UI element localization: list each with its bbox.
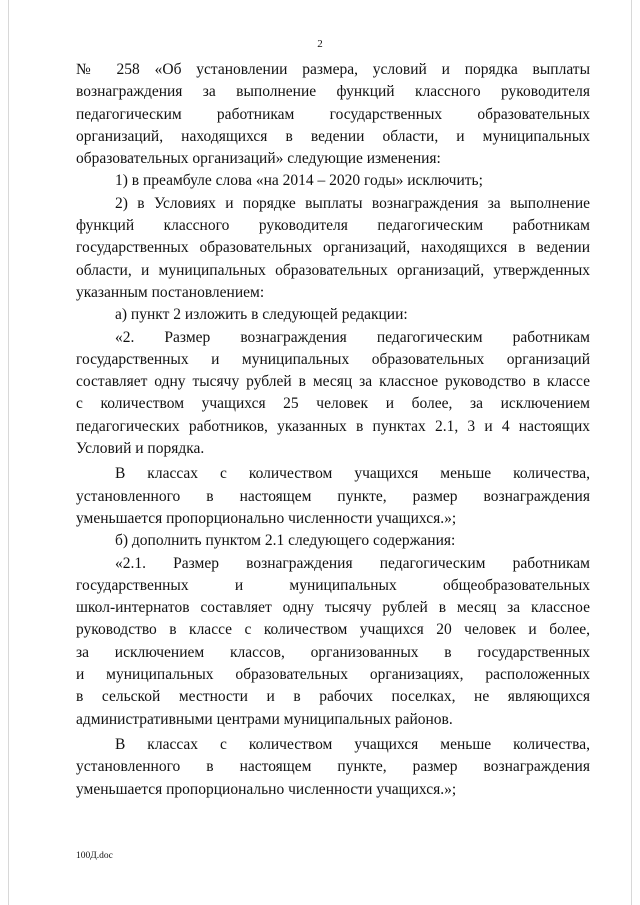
- text-line: установленного в настоящем пункте, размер вознаграждения: [76, 758, 590, 776]
- scan-edge-right: [631, 0, 632, 905]
- text-line: «2. Размер вознаграждения педагогическим работникам: [115, 328, 590, 346]
- text-line: в сельской местности и в рабочих поселках, не являющихся: [76, 688, 590, 706]
- text-line: за исключением классов, организованных в государственных: [76, 643, 590, 661]
- document-body: [76, 59, 590, 801]
- text-line: «2.1. Размер вознаграждения педагогическим работникам: [115, 554, 590, 572]
- text-line: составляет одну тысячу рублей в месяц за классное руководство в классе: [76, 373, 590, 391]
- text-line: образовательных организаций» следующие изменения:: [76, 150, 441, 168]
- text-line: вознаграждения за выполнение функций классного руководителя: [76, 83, 590, 101]
- text-line: административными центрами муниципальных районов.: [76, 710, 453, 728]
- file-name-footer: 100Д.doc: [76, 851, 113, 861]
- text-line: педагогических работников, указанных в пунктах 2.1, 3 и 4 настоящих: [76, 417, 590, 435]
- text-line: указанным постановлением:: [76, 283, 265, 301]
- text-line: области, и муниципальных образовательных организаций, утвержденных: [76, 261, 590, 279]
- text-line: № 258 «Об установлении размера, условий и порядка выплаты: [76, 61, 590, 78]
- page-number: 2: [317, 38, 323, 50]
- text-line: Условий и порядка.: [76, 440, 205, 458]
- text-line: государственных и муниципальных образовательных организаций: [76, 350, 590, 368]
- text-line: педагогическим работникам государственных образовательных: [76, 105, 590, 123]
- text-line: уменьшается пропорционально численности учащихся.»;: [76, 509, 457, 527]
- text-line: с количеством учащихся 25 человек и более, за исключением: [76, 395, 590, 413]
- text-line: государственных образовательных организаций, находящихся в ведении: [76, 239, 590, 257]
- text-line: школ-интернатов составляет одну тысячу рублей в месяц за классное: [76, 599, 590, 617]
- text-line: б) дополнить пунктом 2.1 следующего содержания:: [115, 532, 456, 550]
- text-line: 2) в Условиях и порядке выплаты вознаграждения за выполнение: [115, 194, 590, 212]
- text-line: а) пункт 2 изложить в следующей редакции:: [115, 306, 408, 324]
- text-line: установленного в настоящем пункте, размер вознаграждения: [76, 487, 590, 505]
- text-line: В классах с количеством учащихся меньше количества,: [115, 465, 590, 483]
- text-line: и муниципальных образовательных организациях, расположенных: [76, 666, 590, 684]
- text-line: государственных и муниципальных общеобразовательных: [76, 576, 590, 594]
- text-line: 1) в преамбуле слова «на 2014 – 2020 годы» исключить;: [115, 172, 483, 190]
- text-line: организаций, находящихся в ведении области, и муниципальных: [76, 127, 590, 145]
- scan-edge-left: [8, 0, 9, 905]
- text-line: В классах с количеством учащихся меньше количества,: [115, 735, 590, 753]
- text-line: уменьшается пропорционально численности учащихся.»;: [76, 780, 457, 798]
- text-line: руководство в классе с количеством учащихся 20 человек и более,: [76, 621, 590, 639]
- text-line: функций классного руководителя педагогическим работникам: [76, 217, 590, 235]
